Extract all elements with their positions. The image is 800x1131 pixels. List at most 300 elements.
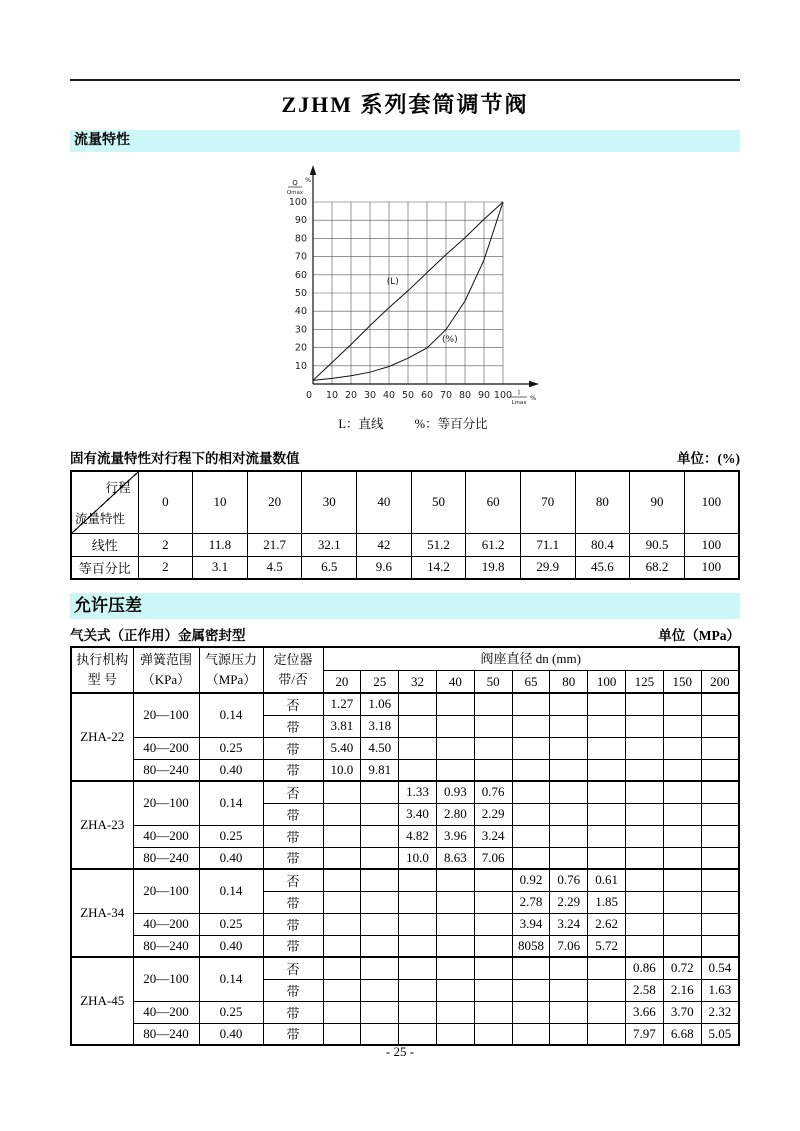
value-cell xyxy=(436,913,474,935)
value-cell xyxy=(512,1023,550,1045)
dn-size-header: 150 xyxy=(663,670,701,693)
value-cell: 2.78 xyxy=(512,891,550,913)
actuator-header: 执行机构 型 号 xyxy=(71,647,133,693)
value-cell xyxy=(436,1001,474,1023)
value-cell xyxy=(323,935,361,957)
value-cell: 1.06 xyxy=(361,693,399,715)
value-cell xyxy=(361,803,399,825)
spring-range-cell: 40—200 xyxy=(133,1001,199,1023)
value-cell xyxy=(512,847,550,869)
value-cell xyxy=(474,913,512,935)
dn-size-header: 80 xyxy=(550,670,588,693)
value-cell xyxy=(588,979,626,1001)
table-cell: 80.4 xyxy=(575,533,630,556)
spring-range-cell: 20—100 xyxy=(133,781,199,825)
table1-unit: 单位：(%) xyxy=(677,451,740,466)
legend-equal-percentage: %：等百分比 xyxy=(414,417,488,431)
value-cell xyxy=(512,693,550,715)
y-tick-label: 100 xyxy=(288,197,307,208)
table-cell: 29.9 xyxy=(520,556,575,579)
column-header: 50 xyxy=(411,471,466,533)
value-cell xyxy=(361,1023,399,1045)
spring-range-cell: 40—200 xyxy=(133,913,199,935)
positioner-cell: 带 xyxy=(263,803,323,825)
positioner-cell: 带 xyxy=(263,979,323,1001)
y-axis-label: Q xyxy=(292,179,298,187)
value-cell xyxy=(663,825,701,847)
value-cell xyxy=(474,869,512,891)
supply-pressure-cell: 0.14 xyxy=(199,957,263,1001)
spring-range-cell: 80—240 xyxy=(133,847,199,869)
supply-pressure-cell: 0.40 xyxy=(199,759,263,781)
value-cell xyxy=(701,891,739,913)
value-cell xyxy=(550,759,588,781)
table-row xyxy=(71,759,739,781)
value-cell xyxy=(436,737,474,759)
value-cell xyxy=(436,869,474,891)
spring-header: 弹簧范围 （KPa） xyxy=(133,647,199,693)
value-cell xyxy=(626,759,664,781)
value-cell xyxy=(361,1001,399,1023)
value-cell xyxy=(626,781,664,803)
value-cell xyxy=(474,1001,512,1023)
value-cell xyxy=(626,825,664,847)
y-tick-label: 60 xyxy=(294,269,307,281)
table-cell: 45.6 xyxy=(575,556,630,579)
x-tick-label: 10 xyxy=(325,390,339,401)
x-tick-label: 30 xyxy=(363,390,377,401)
value-cell xyxy=(399,913,437,935)
value-cell xyxy=(323,869,361,891)
x-tick-label: 0 xyxy=(305,390,313,401)
table-cell: 2 xyxy=(138,533,193,556)
table-row xyxy=(71,913,739,935)
table-header-row xyxy=(71,471,739,533)
value-cell xyxy=(474,891,512,913)
value-cell xyxy=(399,759,437,781)
table2-unit: 单位（MPa） xyxy=(658,628,740,643)
value-cell xyxy=(663,715,701,737)
page-number: - 25 - xyxy=(385,1044,415,1059)
value-cell xyxy=(474,1023,512,1045)
value-cell xyxy=(323,781,361,803)
value-cell xyxy=(588,1023,626,1045)
value-cell xyxy=(399,737,437,759)
table-header-row xyxy=(71,647,739,670)
value-cell xyxy=(323,1001,361,1023)
dn-size-header: 200 xyxy=(701,670,739,693)
value-cell xyxy=(323,891,361,913)
section-heading-pressure: 允许压差 xyxy=(70,593,740,619)
value-cell: 4.50 xyxy=(361,737,399,759)
positioner-cell: 带 xyxy=(263,891,323,913)
table1-caption-row xyxy=(70,447,740,467)
value-cell: 3.81 xyxy=(323,715,361,737)
section-heading-flow: 流量特性 xyxy=(70,130,740,152)
value-cell: 0.93 xyxy=(436,781,474,803)
curve-label: (%) xyxy=(442,335,458,346)
value-cell xyxy=(474,957,512,979)
chart-legend xyxy=(268,414,558,432)
spring-range-cell: 20—100 xyxy=(133,869,199,913)
y-tick-label: 10 xyxy=(294,360,307,372)
table-cell: 3.1 xyxy=(193,556,248,579)
supply-header: 气源压力 （MPa） xyxy=(199,647,263,693)
value-cell xyxy=(550,957,588,979)
dn-size-header: 50 xyxy=(474,670,512,693)
positioner-cell: 带 xyxy=(263,913,323,935)
positioner-cell: 带 xyxy=(263,1001,323,1023)
value-cell xyxy=(399,1023,437,1045)
table-cell: 61.2 xyxy=(466,533,521,556)
value-cell xyxy=(399,957,437,979)
table-header xyxy=(71,647,739,693)
table-row xyxy=(71,935,739,957)
dn-title-header: 阀座直径 dn (mm) xyxy=(323,647,739,670)
positioner-cell: 否 xyxy=(263,869,323,891)
value-cell xyxy=(399,979,437,1001)
value-cell: 0.92 xyxy=(512,869,550,891)
table-body xyxy=(71,693,739,1045)
supply-pressure-cell: 0.40 xyxy=(199,847,263,869)
value-cell xyxy=(626,737,664,759)
spring-range-cell: 40—200 xyxy=(133,825,199,847)
value-cell: 2.80 xyxy=(436,803,474,825)
supply-pressure-cell: 0.14 xyxy=(199,869,263,913)
y-tick-label: 70 xyxy=(294,251,307,263)
corner-label-stroke: 行程 xyxy=(105,481,131,495)
value-cell: 3.66 xyxy=(626,1001,664,1023)
table-cell: 90.5 xyxy=(630,533,685,556)
value-cell: 0.76 xyxy=(474,781,512,803)
value-cell xyxy=(626,891,664,913)
value-cell xyxy=(474,693,512,715)
positioner-cell: 带 xyxy=(263,847,323,869)
value-cell xyxy=(588,825,626,847)
table-row xyxy=(71,1023,739,1045)
value-cell xyxy=(550,1023,588,1045)
value-cell xyxy=(663,693,701,715)
value-cell xyxy=(663,869,701,891)
column-header: 40 xyxy=(357,471,412,533)
table-cell: 2 xyxy=(138,556,193,579)
y-axis-arrow-icon xyxy=(310,165,316,175)
table-cell: 21.7 xyxy=(247,533,302,556)
value-cell: 10.0 xyxy=(323,759,361,781)
x-tick-label: 90 xyxy=(477,390,491,401)
value-cell: 0.54 xyxy=(701,957,739,979)
value-cell xyxy=(701,869,739,891)
table-row xyxy=(71,737,739,759)
flow-characteristic-chart xyxy=(268,160,558,432)
x-tick-label: 40 xyxy=(382,390,396,401)
value-cell xyxy=(436,693,474,715)
value-cell xyxy=(361,979,399,1001)
value-cell xyxy=(550,803,588,825)
value-cell: 2.32 xyxy=(701,1001,739,1023)
value-cell xyxy=(550,781,588,803)
value-cell: 4.82 xyxy=(399,825,437,847)
value-cell: 8058 xyxy=(512,935,550,957)
value-cell: 1.33 xyxy=(399,781,437,803)
value-cell xyxy=(588,957,626,979)
value-cell xyxy=(323,913,361,935)
value-cell xyxy=(474,979,512,1001)
table-cell: 51.2 xyxy=(411,533,466,556)
supply-pressure-cell: 0.40 xyxy=(199,935,263,957)
value-cell xyxy=(701,825,739,847)
spring-range-cell: 80—240 xyxy=(133,759,199,781)
value-cell xyxy=(701,847,739,869)
spring-range-cell: 20—100 xyxy=(133,693,199,737)
supply-pressure-cell: 0.14 xyxy=(199,693,263,737)
value-cell: 3.94 xyxy=(512,913,550,935)
x-tick-label: 50 xyxy=(401,390,415,401)
x-tick-label: 100 xyxy=(493,390,513,401)
table-cell: 11.8 xyxy=(193,533,248,556)
value-cell xyxy=(701,781,739,803)
positioner-cell: 带 xyxy=(263,825,323,847)
value-cell: 10.0 xyxy=(399,847,437,869)
column-header: 70 xyxy=(520,471,575,533)
x-tick-label: 70 xyxy=(439,390,453,401)
value-cell xyxy=(436,891,474,913)
value-cell xyxy=(323,803,361,825)
value-cell xyxy=(550,979,588,1001)
value-cell xyxy=(626,847,664,869)
value-cell xyxy=(663,737,701,759)
value-cell xyxy=(399,891,437,913)
value-cell: 3.96 xyxy=(436,825,474,847)
value-cell xyxy=(550,737,588,759)
column-header: 90 xyxy=(630,471,685,533)
positioner-cell: 带 xyxy=(263,737,323,759)
positioner-header: 定位器 带/否 xyxy=(263,647,323,693)
page-title: ZJHM 系列套筒调节阀 xyxy=(281,92,529,117)
table-cell: 42 xyxy=(357,533,412,556)
dn-size-header: 25 xyxy=(361,670,399,693)
dn-size-header: 32 xyxy=(399,670,437,693)
value-cell: 9.81 xyxy=(361,759,399,781)
table-row xyxy=(71,556,739,579)
y-tick-label: 40 xyxy=(294,306,307,318)
diagonal-corner-cell xyxy=(71,471,138,533)
value-cell xyxy=(361,847,399,869)
value-cell xyxy=(588,715,626,737)
positioner-cell: 否 xyxy=(263,693,323,715)
table-row xyxy=(71,693,739,715)
value-cell xyxy=(588,803,626,825)
svg-text:Lmax: Lmax xyxy=(511,400,527,406)
value-cell xyxy=(663,891,701,913)
positioner-cell: 带 xyxy=(263,1023,323,1045)
value-cell: 0.86 xyxy=(626,957,664,979)
value-cell xyxy=(436,957,474,979)
supply-pressure-cell: 0.14 xyxy=(199,781,263,825)
value-cell xyxy=(626,935,664,957)
table2-caption-row xyxy=(70,624,740,644)
value-cell xyxy=(436,935,474,957)
value-cell: 5.05 xyxy=(701,1023,739,1045)
value-cell xyxy=(701,715,739,737)
actuator-model-cell: ZHA-22 xyxy=(71,693,133,781)
y-tick-label: 80 xyxy=(294,233,307,245)
column-header: 0 xyxy=(138,471,193,533)
spring-range-cell: 80—240 xyxy=(133,1023,199,1045)
value-cell xyxy=(701,737,739,759)
dn-size-header: 125 xyxy=(626,670,664,693)
value-cell: 7.06 xyxy=(550,935,588,957)
value-cell xyxy=(588,781,626,803)
value-cell xyxy=(474,759,512,781)
value-cell xyxy=(436,715,474,737)
table-cell: 71.1 xyxy=(520,533,575,556)
value-cell xyxy=(323,957,361,979)
value-cell xyxy=(436,759,474,781)
column-header: 20 xyxy=(247,471,302,533)
value-cell: 7.97 xyxy=(626,1023,664,1045)
value-cell: 8.63 xyxy=(436,847,474,869)
value-cell: 3.18 xyxy=(361,715,399,737)
table1-caption: 固有流量特性对行程下的相对流量数值 xyxy=(70,451,300,466)
spring-range-cell: 20—100 xyxy=(133,957,199,1001)
value-cell xyxy=(663,913,701,935)
value-cell xyxy=(701,759,739,781)
value-cell xyxy=(663,781,701,803)
value-cell xyxy=(512,781,550,803)
dn-size-header: 65 xyxy=(512,670,550,693)
table-cell: 68.2 xyxy=(630,556,685,579)
x-tick-label: 80 xyxy=(458,390,472,401)
value-cell xyxy=(323,979,361,1001)
value-cell: 1.85 xyxy=(588,891,626,913)
positioner-cell: 否 xyxy=(263,781,323,803)
value-cell: 0.76 xyxy=(550,869,588,891)
actuator-model-cell: ZHA-23 xyxy=(71,781,133,869)
svg-text:Qmax: Qmax xyxy=(286,190,304,196)
column-header: 100 xyxy=(684,471,739,533)
dn-size-header: 20 xyxy=(323,670,361,693)
table-cell: 14.2 xyxy=(411,556,466,579)
supply-pressure-cell: 0.25 xyxy=(199,825,263,847)
value-cell xyxy=(512,1001,550,1023)
value-cell xyxy=(550,693,588,715)
table-row xyxy=(71,781,739,803)
value-cell xyxy=(663,935,701,957)
value-cell xyxy=(626,803,664,825)
column-header: 60 xyxy=(466,471,521,533)
value-cell: 0.72 xyxy=(663,957,701,979)
value-cell xyxy=(399,935,437,957)
table-row xyxy=(71,869,739,891)
value-cell xyxy=(323,825,361,847)
value-cell xyxy=(512,715,550,737)
value-cell xyxy=(399,1001,437,1023)
value-cell xyxy=(663,759,701,781)
table-row xyxy=(71,533,739,556)
value-cell xyxy=(361,891,399,913)
table-cell: 100 xyxy=(684,556,739,579)
positioner-cell: 带 xyxy=(263,715,323,737)
svg-text:%: % xyxy=(305,176,312,184)
header-rule xyxy=(70,79,740,81)
table-row xyxy=(71,1001,739,1023)
x-axis-arrow-icon xyxy=(529,381,539,387)
supply-pressure-cell: 0.40 xyxy=(199,1023,263,1045)
dn-size-header: 40 xyxy=(436,670,474,693)
value-cell xyxy=(588,1001,626,1023)
table-cell: 9.6 xyxy=(357,556,412,579)
value-cell xyxy=(361,913,399,935)
supply-pressure-cell: 0.25 xyxy=(199,737,263,759)
supply-pressure-cell: 0.25 xyxy=(199,913,263,935)
value-cell: 3.70 xyxy=(663,1001,701,1023)
value-cell xyxy=(436,1023,474,1045)
value-cell xyxy=(361,935,399,957)
value-cell: 3.24 xyxy=(474,825,512,847)
supply-pressure-cell: 0.25 xyxy=(199,1001,263,1023)
y-tick-label: 50 xyxy=(294,288,307,299)
row-label: 等百分比 xyxy=(71,556,138,579)
value-cell xyxy=(361,957,399,979)
chart-canvas xyxy=(268,160,558,410)
positioner-cell: 否 xyxy=(263,957,323,979)
value-cell: 7.06 xyxy=(474,847,512,869)
svg-text:%: % xyxy=(530,394,537,402)
value-cell xyxy=(361,869,399,891)
actuator-model-cell: ZHA-45 xyxy=(71,957,133,1045)
value-cell xyxy=(399,693,437,715)
table-cell: 4.5 xyxy=(247,556,302,579)
value-cell: 2.62 xyxy=(588,913,626,935)
positioner-cell: 带 xyxy=(263,759,323,781)
value-cell xyxy=(626,715,664,737)
value-cell xyxy=(550,825,588,847)
value-cell xyxy=(399,715,437,737)
y-tick-label: 20 xyxy=(294,342,307,354)
value-cell: 3.24 xyxy=(550,913,588,935)
value-cell xyxy=(550,1001,588,1023)
value-cell: 2.29 xyxy=(550,891,588,913)
value-cell: 2.29 xyxy=(474,803,512,825)
value-cell xyxy=(588,693,626,715)
spring-range-cell: 40—200 xyxy=(133,737,199,759)
value-cell xyxy=(361,825,399,847)
value-cell xyxy=(474,715,512,737)
x-tick-label: 60 xyxy=(420,390,434,401)
value-cell xyxy=(550,715,588,737)
value-cell xyxy=(323,847,361,869)
value-cell xyxy=(701,935,739,957)
value-cell xyxy=(588,847,626,869)
value-cell xyxy=(701,803,739,825)
positioner-cell: 带 xyxy=(263,935,323,957)
y-tick-label: 90 xyxy=(294,215,307,227)
value-cell xyxy=(512,803,550,825)
table-row xyxy=(71,957,739,979)
value-cell xyxy=(512,737,550,759)
value-cell xyxy=(588,737,626,759)
value-cell: 5.40 xyxy=(323,737,361,759)
value-cell xyxy=(399,869,437,891)
table2-caption: 气关式（正作用）金属密封型 xyxy=(70,628,246,643)
corner-label-characteristic: 流量特性 xyxy=(75,511,126,526)
curve-label: (L) xyxy=(386,276,399,287)
value-cell: 0.61 xyxy=(588,869,626,891)
legend-linear: L：直线 xyxy=(338,417,384,431)
table-cell: 100 xyxy=(684,533,739,556)
value-cell xyxy=(663,803,701,825)
